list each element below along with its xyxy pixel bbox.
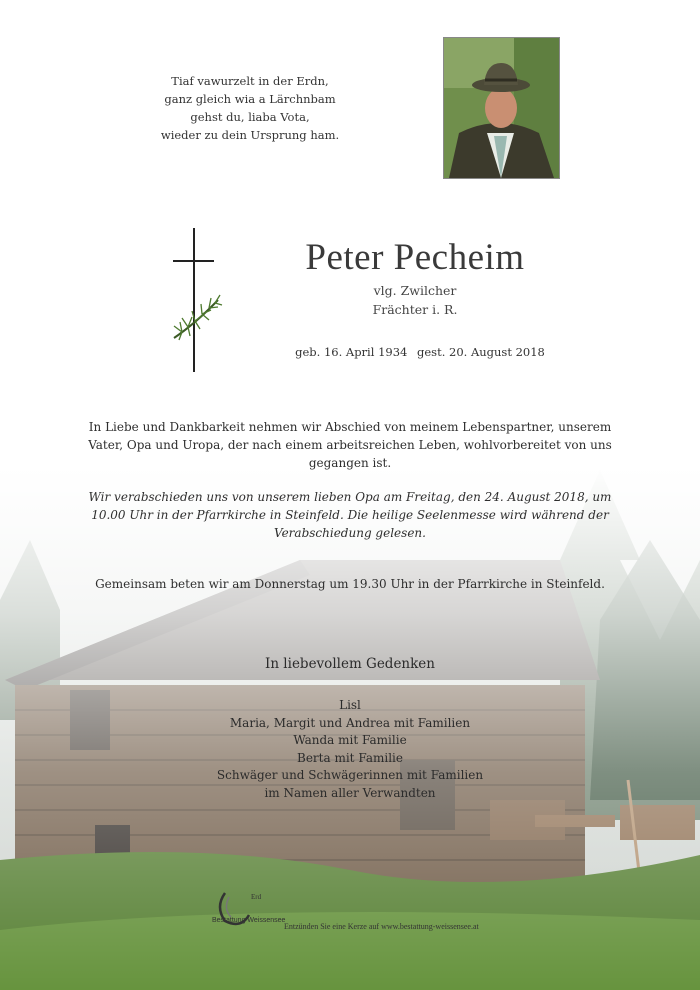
poem-line: wieder zu dein Ursprung ham. xyxy=(160,128,340,142)
mourner-line: Berta mit Familie xyxy=(297,750,403,765)
portrait-image xyxy=(444,38,559,178)
prayer-paragraph: Gemeinsam beten wir am Donnerstag um 19.30 Uhr in der Pfarrkirche in Steinfeld. xyxy=(95,577,605,591)
mourners-list xyxy=(180,697,520,803)
funeral-paragraph: Wir verabschieden uns von unserem lieben Opa am Freitag, den 24. August 2018, um 10.00 Uhr in der Pfarrkirche in Steinfeld. Die heilige Seelenmesse wird während der Verabschiedung gelesen. xyxy=(88,490,612,540)
candle-link-text[interactable]: Entzünden Sie eine Kerze auf www.bestattung-weissensee.at xyxy=(284,922,479,931)
deceased-alias: vlg. Zwilcher xyxy=(373,283,457,298)
mourner-line: Maria, Margit und Andrea mit Familien xyxy=(229,715,471,730)
funeral-home-logo xyxy=(207,885,277,933)
portrait-photo xyxy=(443,37,560,179)
logo-word: Erd xyxy=(251,893,262,901)
cross-icon xyxy=(168,228,224,372)
intro-paragraph: In Liebe und Dankbarkeit nehmen wir Abschied von meinem Lebenspartner, unserem Vater, Opa und Uropa, der nach einem arbeitsreichen Leben, wohlvorbereitet von uns gegangen ist. xyxy=(88,420,612,470)
deceased-occupation: Frächter i. R. xyxy=(372,302,458,317)
poem-line: Tiaf vawurzelt in der Erdn, xyxy=(171,74,329,88)
poem-line: ganz gleich wia a Lärchnbam xyxy=(164,92,336,106)
poem xyxy=(150,72,350,144)
mourner-line: Wanda mit Familie xyxy=(293,733,407,748)
mourner-line: Lisl xyxy=(339,698,361,712)
birth-date: geb. 16. April 1934 xyxy=(295,345,408,359)
mourner-line: Schwäger und Schwägerinnen mit Familien xyxy=(216,768,484,783)
logo-text: Bestattung Weissensee xyxy=(212,917,286,924)
remembrance-heading: In liebevollem Gedenken xyxy=(264,656,435,672)
mourner-line: im Namen aller Verwandten xyxy=(264,785,436,800)
life-dates xyxy=(270,345,570,359)
pine-twig-icon xyxy=(174,295,222,340)
poem-line: gehst du, liaba Vota, xyxy=(190,110,310,124)
death-date: gest. 20. August 2018 xyxy=(417,345,545,359)
deceased-name: Peter Pecheim xyxy=(305,237,525,278)
